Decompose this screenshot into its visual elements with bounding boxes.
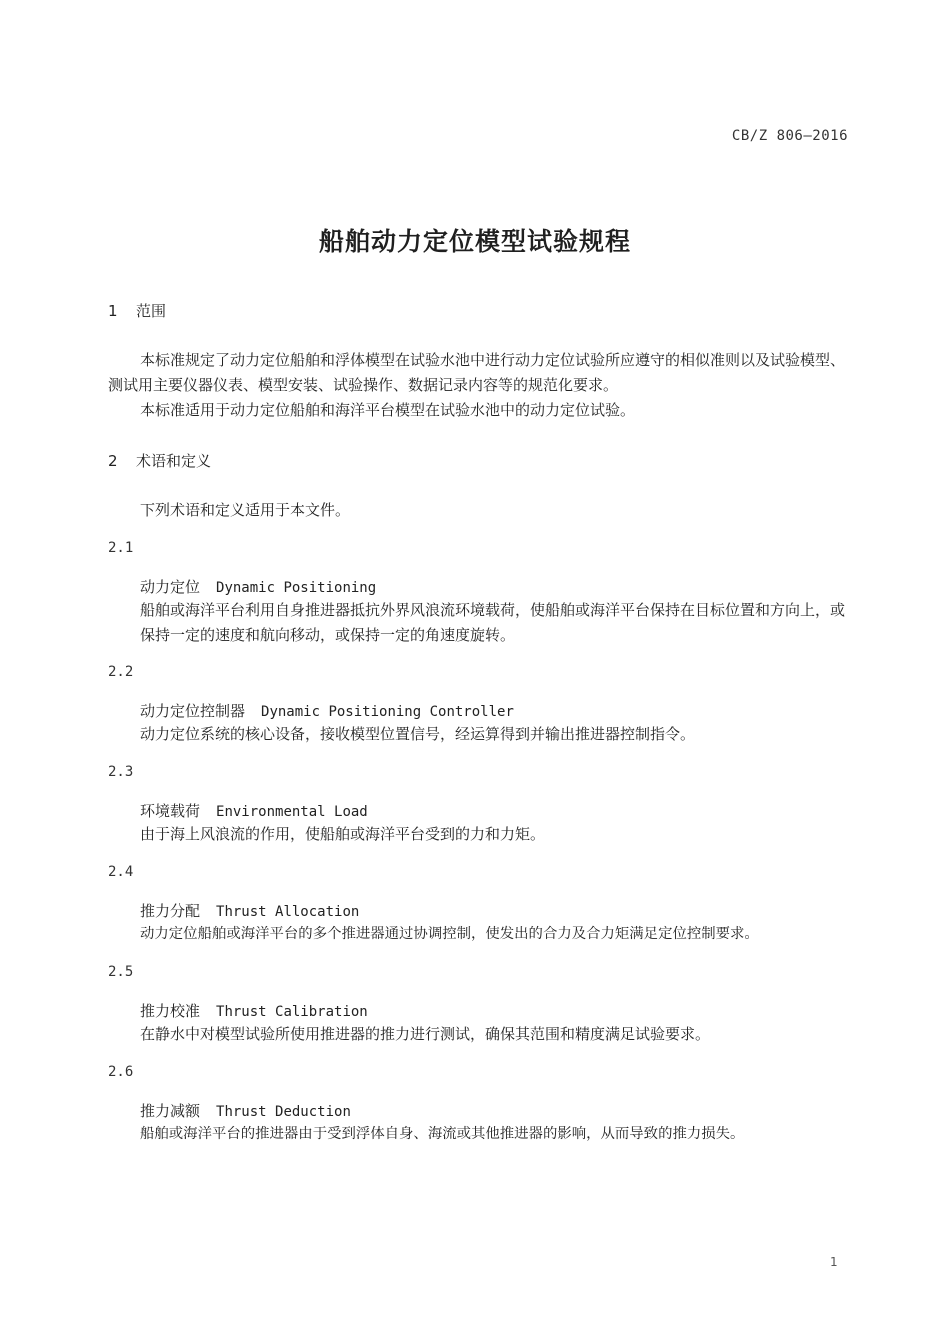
section-number: 1 (108, 302, 118, 320)
term-en: Dynamic Positioning (216, 580, 377, 596)
term-number: 2.3 (108, 764, 134, 780)
term-zh: 环境载荷 (140, 802, 201, 820)
term-number: 2.4 (108, 864, 134, 880)
section-number: 2 (108, 452, 118, 470)
term-definition: 动力定位船舶或海洋平台的多个推进器通过协调控制，使发出的合力及合力矩满足定位控制要求。 (140, 926, 759, 942)
term-number: 2.1 (108, 540, 134, 556)
term-title (140, 1000, 368, 1021)
term-zh: 动力定位控制器 (140, 702, 246, 720)
term-definition: 船舶或海洋平台的推进器由于受到浮体自身、海流或其他推进器的影响，从而导致的推力损失。 (140, 1126, 745, 1142)
term-definition: 在静水中对模型试验所使用推进器的推力进行测试，确保其范围和精度满足试验要求。 (140, 1025, 711, 1043)
term-title (140, 800, 368, 821)
scope-paragraph-1: 本标准规定了动力定位船舶和浮体模型在试验水池中进行动力定位试验所应遵守的相似准则以及试验模型、测试用主要仪器仪表、模型安装、试验操作、数据记录内容等的规范化要求。 (108, 351, 846, 394)
section-title: 术语和定义 (136, 452, 212, 470)
term-title (140, 576, 376, 597)
term-en: Thrust Allocation (216, 904, 360, 920)
standard-code: CB/Z 806—2016 (731, 128, 848, 144)
term-definition: 由于海上风浪流的作用，使船舶或海洋平台受到的力和力矩。 (140, 825, 546, 843)
scope-paragraph-2: 本标准适用于动力定位船舶和海洋平台模型在试验水池中的动力定位试验。 (140, 401, 636, 419)
page-title: 船舶动力定位模型试验规程 (318, 227, 631, 256)
page-number: 1 (830, 1255, 838, 1269)
terms-intro: 下列术语和定义适用于本文件。 (140, 501, 351, 519)
term-zh: 动力定位 (140, 578, 201, 596)
term-definition-text: 船舶或海洋平台利用自身推进器抵抗外界风浪流环境载荷，使船舶或海洋平台保持在目标位置和方向上，或保持一定的速度和航向移动，或保持一定的角速度旋转。 (140, 601, 846, 644)
term-zh: 推力分配 (140, 902, 201, 920)
term-en: Thrust Calibration (216, 1004, 368, 1020)
section-title: 范围 (136, 302, 167, 320)
section-heading-scope (108, 300, 166, 321)
term-definition: 动力定位系统的核心设备，接收模型位置信号，经运算得到并输出推进器控制指令。 (140, 725, 696, 743)
term-title (140, 900, 359, 921)
term-definition (140, 598, 856, 648)
term-title (140, 1100, 351, 1121)
term-en: Dynamic Positioning Controller (261, 704, 514, 720)
term-number: 2.6 (108, 1064, 134, 1080)
term-number: 2.5 (108, 964, 134, 980)
term-en: Environmental Load (216, 804, 368, 820)
term-number: 2.2 (108, 664, 134, 680)
term-zh: 推力减额 (140, 1102, 201, 1120)
term-en: Thrust Deduction (216, 1104, 351, 1120)
section-heading-terms (108, 450, 211, 471)
term-zh: 推力校准 (140, 1002, 201, 1020)
term-title (140, 700, 514, 721)
